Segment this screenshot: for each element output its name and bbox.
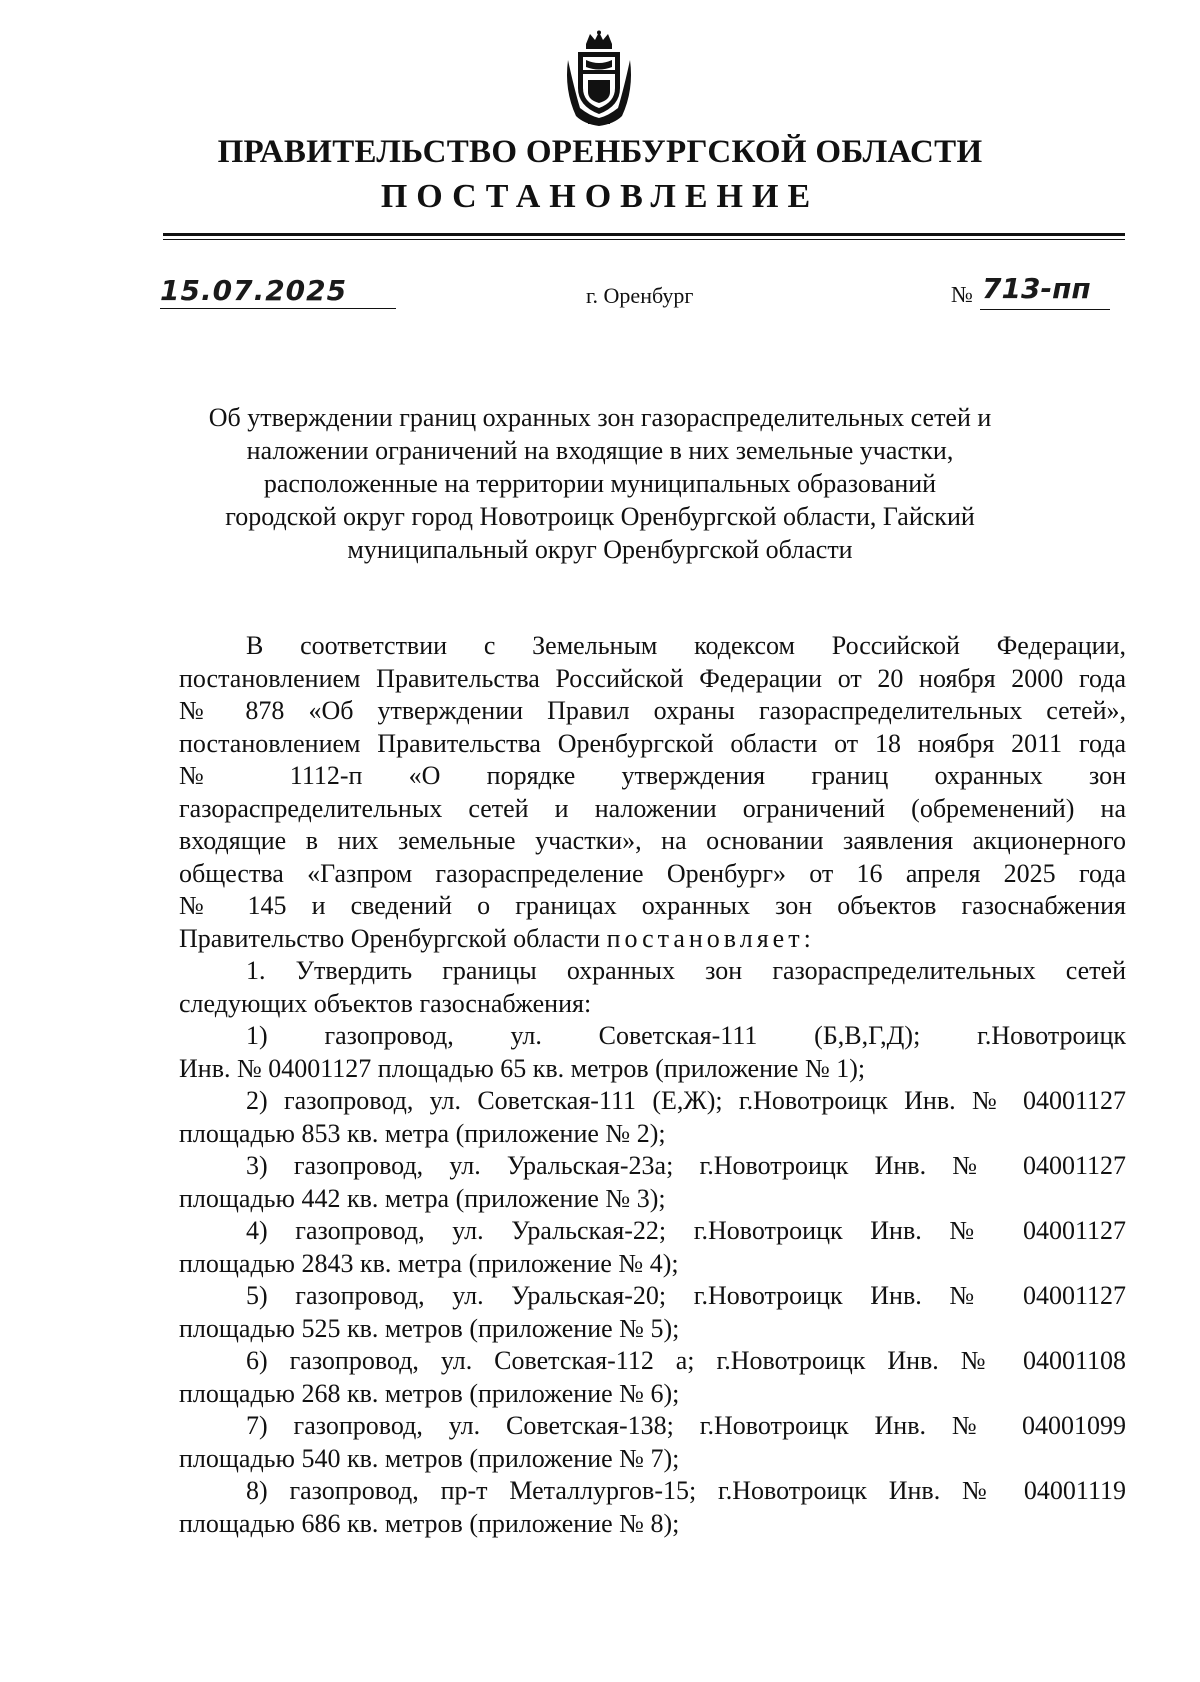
item-line: 1. Утвердить границы охранных зон газораспределительных сетей (246, 956, 1126, 985)
document-date: 15.07.2025 (160, 274, 348, 307)
document-number: 713-пп (982, 272, 1091, 305)
subitem-line: Инв. № 04001127 площадью 65 кв. метров (приложение № 1); (179, 1053, 866, 1083)
subitem-line: 1) газопровод, ул. Советская-111 (Б,В,Г,Д); г.Новотроицк (246, 1021, 1126, 1050)
document-subject (150, 401, 1050, 566)
document-body (179, 630, 1126, 1540)
body-line: № 1112-п «О порядке утверждения границ охранных зон (179, 761, 1126, 790)
body-line: постановлением Правительства Оренбургской области от 18 ноября 2011 года (179, 728, 1126, 758)
body-line: № 878 «Об утверждении Правил охраны газораспределительных сетей», (179, 696, 1126, 725)
subject-line: расположенные на территории муниципальных образований (263, 469, 937, 498)
header-divider-thin (163, 239, 1125, 240)
document-type-title: ПОСТАНОВЛЕНИЕ (380, 178, 820, 215)
body-line: входящие в них земельные участки», на основании заявления акционерного (179, 826, 1126, 855)
subitem-line: площадью 525 кв. метров (приложение № 5); (179, 1313, 680, 1343)
header-divider (163, 233, 1125, 236)
coat-of-arms-icon (562, 30, 636, 128)
subitem-line: площадью 2843 кв. метра (приложение № 4); (179, 1248, 679, 1278)
body-line: В соответствии с Земельным кодексом Российской Федерации, (246, 631, 1126, 660)
subitem-line: площадью 853 кв. метра (приложение № 2); (179, 1118, 666, 1148)
subitem-line: 2) газопровод, ул. Советская-111 (Е,Ж); г.Новотроицк Инв. № 04001127 (246, 1086, 1126, 1115)
subject-line: Об утверждении границ охранных зон газораспределительных сетей и (208, 403, 992, 432)
subitem-line: 8) газопровод, пр-т Металлургов-15; г.Новотроицк Инв. № 04001119 (246, 1476, 1126, 1505)
subitem-line: площадью 540 кв. метров (приложение № 7); (179, 1443, 680, 1473)
subitem-line: 3) газопровод, ул. Уральская-23а; г.Новотроицк Инв. № 04001127 (246, 1151, 1126, 1180)
body-line: газораспределительных сетей и наложении ограничений (обременений) на (179, 793, 1126, 823)
subitem-line: площадью 686 кв. метров (приложение № 8); (179, 1508, 680, 1538)
number-sign: № (951, 282, 973, 307)
date-underline (160, 308, 396, 309)
item-line: следующих объектов газоснабжения: (179, 988, 592, 1018)
subitem-line: площадью 442 кв. метра (приложение № 3); (179, 1183, 666, 1213)
decree-line (179, 923, 1126, 956)
number-underline (980, 309, 1110, 310)
document-city: г. Оренбург (586, 283, 694, 308)
subject-line: городской округ город Новотроицк Оренбургской области, Гайский (225, 502, 975, 531)
decree-word: постановляет: (606, 923, 815, 953)
subitem-line: 6) газопровод, ул. Советская-112 а; г.Новотроицк Инв. № 04001108 (246, 1346, 1126, 1375)
body-line: № 145 и сведений о границах охранных зон объектов газоснабжения (179, 891, 1126, 920)
decree-line-start: Правительство Оренбургской области (179, 923, 607, 953)
subject-line: муниципальный округ Оренбургской области (347, 535, 853, 564)
subject-line: наложении ограничений на входящие в них земельные участки, (246, 436, 954, 465)
body-line: постановлением Правительства Российской Федерации от 20 ноября 2000 года (179, 663, 1126, 693)
body-line: общества «Газпром газораспределение Оренбург» от 16 апреля 2025 года (179, 858, 1126, 888)
subitem-line: 5) газопровод, ул. Уральская-20; г.Новотроицк Инв. № 04001127 (246, 1281, 1126, 1310)
organization-title: ПРАВИТЕЛЬСТВО ОРЕНБУРГСКОЙ ОБЛАСТИ (217, 134, 983, 170)
subitem-line: площадью 268 кв. метров (приложение № 6); (179, 1378, 680, 1408)
subitem-line: 4) газопровод, ул. Уральская-22; г.Новотроицк Инв. № 04001127 (246, 1216, 1126, 1245)
subitem-line: 7) газопровод, ул. Советская-138; г.Новотроицк Инв. № 04001099 (246, 1411, 1126, 1440)
